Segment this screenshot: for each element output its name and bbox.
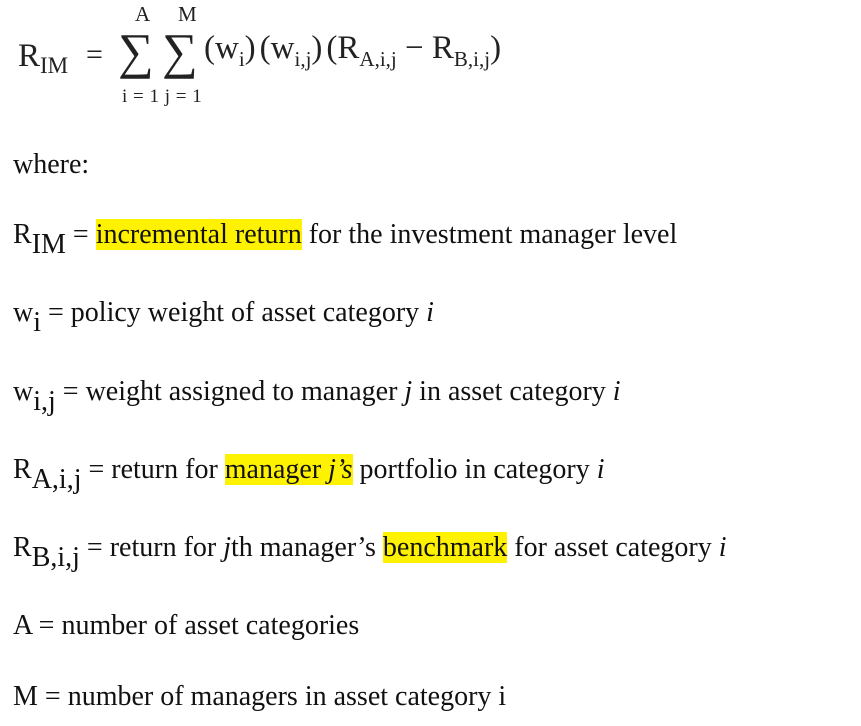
ra-var-i: i (596, 454, 605, 485)
formula-lhs-symbol: R (18, 38, 41, 74)
sum-upper-limit-a: A (135, 2, 151, 26)
rb-highlight: benchmark (382, 532, 508, 563)
formula-lhs-sub: IM (40, 53, 69, 78)
definition-m: M = number of managers in asset category i (13, 681, 507, 712)
formula-equals: = (86, 38, 103, 71)
ra-text2: portfolio in category (352, 454, 597, 485)
wij-text2: in asset category (412, 376, 613, 407)
rb-symbol: R (13, 532, 32, 563)
definition-rim (13, 218, 678, 260)
definition-wi (13, 296, 434, 338)
ra-highlight-text: manager (224, 454, 329, 485)
term-wi-sub: i (238, 47, 245, 71)
ra-highlight (225, 454, 353, 485)
where-label: where: (13, 149, 90, 180)
rim-highlight: incremental return (95, 219, 302, 250)
term-rb-sub: B,i,j (453, 47, 491, 71)
wij-symbol: w (13, 376, 34, 407)
term-wi-open: (w (204, 30, 239, 66)
wij-var-j: j (404, 376, 413, 407)
term-ra-sub: A,i,j (359, 47, 397, 71)
wij-sub: i,j (33, 386, 56, 417)
wi-sub: i (33, 307, 42, 338)
ra-highlight-var: j’s (328, 454, 353, 485)
rim-eq: = (65, 219, 96, 250)
term-r-open: (R (326, 30, 360, 66)
definition-ra (13, 453, 605, 495)
wi-text: = policy weight of asset category (41, 297, 427, 328)
rim-rest: for the investment manager level (301, 219, 678, 250)
wi-symbol: w (13, 297, 34, 328)
sigma-symbol-outer: ∑ (118, 23, 152, 79)
term-wij-sub: i,j (294, 47, 312, 71)
term-minus: − R (396, 30, 454, 66)
term-wij-open: (w (259, 30, 295, 66)
definition-a: A = number of asset categories (13, 610, 360, 641)
rb-var-i: i (718, 532, 727, 563)
sum-upper-limit-m: M (178, 2, 197, 26)
definition-wij (13, 375, 621, 417)
term-wi-close: ) (244, 30, 256, 66)
rb-text2: th manager’s (231, 532, 383, 563)
rim-sub: IM (31, 229, 66, 260)
rb-var-j: j (223, 532, 231, 563)
formula-lhs (18, 38, 69, 78)
wij-var-i: i (612, 376, 621, 407)
rb-text: = return for (79, 532, 224, 563)
rb-text3: for asset category (507, 532, 719, 563)
formula-terms (204, 30, 502, 71)
term-wij-close: ) (311, 30, 323, 66)
ra-text: = return for (81, 454, 225, 485)
sum-lower-limits: i = 1 j = 1 (122, 86, 203, 107)
term-r-close: ) (490, 30, 502, 66)
sigma-symbol-inner: ∑ (162, 23, 196, 79)
wi-var: i (426, 297, 434, 328)
rim-symbol: R (13, 219, 32, 250)
rb-sub: B,i,j (31, 542, 80, 573)
definition-rb (13, 531, 727, 573)
wij-text: = weight assigned to manager (55, 376, 405, 407)
ra-sub: A,i,j (31, 464, 82, 495)
ra-symbol: R (13, 454, 32, 485)
formula (14, 0, 614, 120)
